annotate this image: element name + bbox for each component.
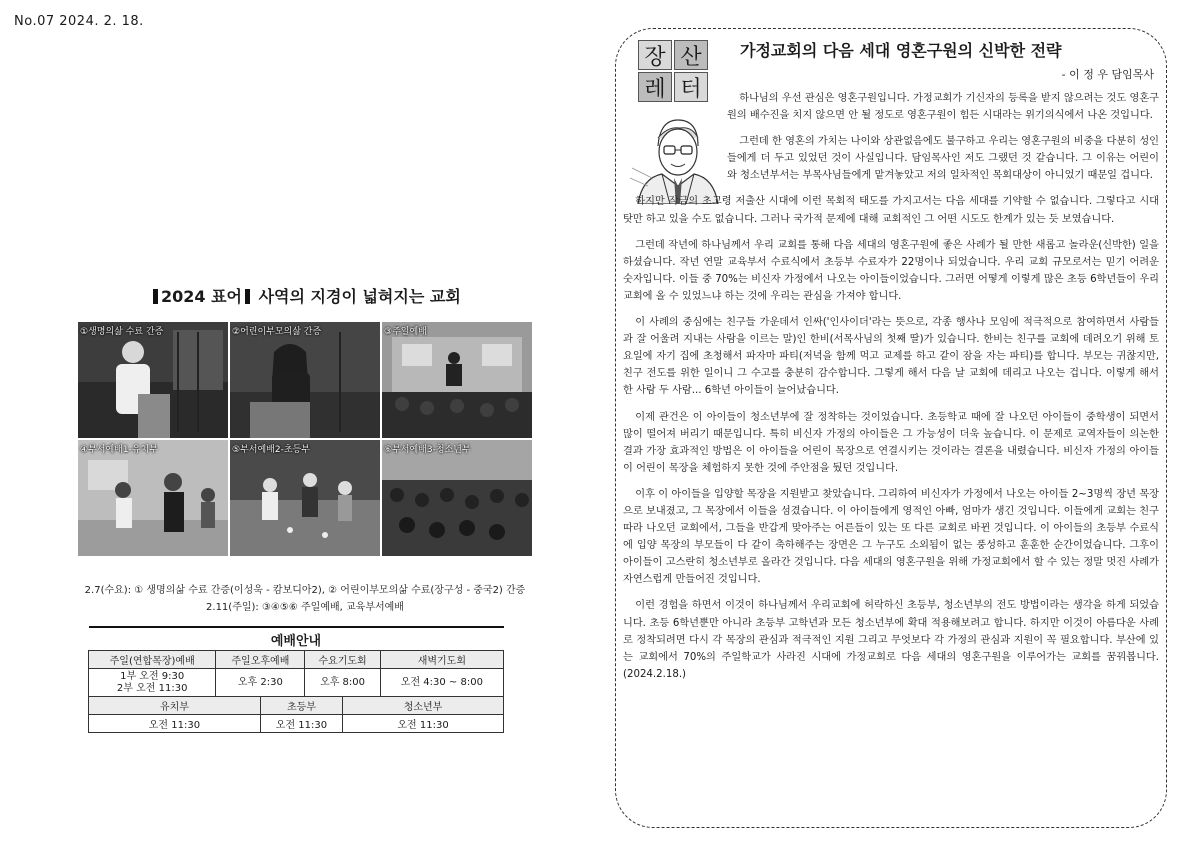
badge-char: 터 bbox=[674, 72, 708, 102]
photo-caption: ④부서예배1-유치부 bbox=[80, 445, 158, 455]
letter-body bbox=[623, 88, 1159, 692]
dept-time: 오전 11:30 bbox=[260, 715, 342, 733]
photo-note bbox=[78, 582, 532, 616]
worship-header: 수요기도회 bbox=[305, 651, 380, 669]
photo-image bbox=[382, 440, 532, 556]
photo-note-line-1: 2.7(수요): ① 생명의삶 수료 간증(이성욱 - 캄보디아2), ② 어린이부모의삶 수료(장구성 - 중국2) 간증 bbox=[84, 585, 526, 596]
dept-time: 오전 11:30 bbox=[89, 715, 261, 733]
letter-paragraph: 이 사례의 중심에는 친구들 가운데서 인싸('인사이더'라는 뜻으로, 각종 행사나 모임에 적극적으로 참여하면서 사람들과 잘 어울려 지내는 사람을 이르는 말)인 한비(서목사님의 첫째 딸)가 있습니다. 한비는 친구를 교회에 데려오기 위해 토요일에 자기 집에 초청해서 파자마 파티(저녁을 함께 먹고 교제를 하고 같이 잠을 자는 파티)를 합니다. 부모는 귀찮지만, 친구 전도를 위한 일이니 그 수고를 충분히 감수합니다. 그렇게 해서 다음 날 교회에 데리고 나오는 겁니다. 이렇게 해서 한 사람 두 사람... 6학년 아이들이 늘어났습니다. bbox=[623, 317, 1159, 397]
worship-schedule-table bbox=[88, 626, 504, 733]
photo-caption: ⑥부서예배3-청소년부 bbox=[384, 445, 471, 455]
badge-char: 장 bbox=[638, 40, 672, 70]
motto-bar-marker bbox=[153, 289, 158, 304]
photo-4 bbox=[78, 440, 228, 556]
motto-text: 사역의 지경이 넓혀지는 교회 bbox=[258, 287, 461, 306]
photo-6 bbox=[382, 440, 532, 556]
letter-paragraph: 하지만 작금의 초고령 저출산 시대에 이런 목회적 태도를 가지고서는 다음 세대를 기약할 수 없습니다. 그렇다고 시대 탓만 하고 있을 수도 없습니다. 그러나 국가적 문제에 대해 교회적인 그 어떤 시도도 한계가 있는 듯 보였습니다. bbox=[623, 196, 1159, 225]
worship-title: 예배안내 bbox=[89, 627, 504, 651]
dawn-time: 오전 4:30 ~ 8:00 bbox=[380, 669, 503, 697]
letter-title: 가정교회의 다음 세대 영혼구원의 신박한 전략 bbox=[740, 41, 1062, 60]
worship-header: 주일오후예배 bbox=[216, 651, 305, 669]
photo-1 bbox=[78, 322, 228, 438]
photo-image bbox=[78, 440, 228, 556]
photo-2 bbox=[230, 322, 380, 438]
motto-heading bbox=[150, 284, 461, 307]
photo-caption: ①생명의삶 수료 간증 bbox=[80, 327, 164, 337]
worship-header: 새벽기도회 bbox=[380, 651, 503, 669]
dept-header: 유치부 bbox=[89, 697, 261, 715]
badge-char: 산 bbox=[674, 40, 708, 70]
dept-header: 청소년부 bbox=[343, 697, 504, 715]
letter-paragraph: 그런데 한 영혼의 가치는 나이와 상관없음에도 불구하고 우리는 영혼구원의 비중을 다분히 성인들에게 더 두고 있었던 것이 사실입니다. 담임목사인 저도 그랬던 것 같습니다. 그 이유는 어린이와 청소년부서는 부목사님들에게 맡겨놓았고 저의 일차적인 목회대상이 아니었기 때문일 겁니다. bbox=[727, 136, 1159, 182]
letter-paragraph: 이런 경험을 하면서 이것이 하나님께서 우리교회에 허락하신 초등부, 청소년부의 전도 방법이라는 생각을 하게 되었습니다. 초등 6학년뿐만 아니라 초등부 고학년과 모든 청소년부에 확대 적용해보려고 합니다. 하지만 이것이 아름다운 사례로 정착되려면 다시 각 목장의 관심과 적극적인 지원 그리고 무엇보다 각 가정의 관심과 지원이 꼭 필요합니다. 부산에 있는 교회에서 70%의 주일학교가 사라진 시대에 가정교회로 다음 세대의 영혼구원을 이루어가는 교회를 꿈꿔봅니다.(2024.2.18.) bbox=[623, 600, 1159, 680]
photo-caption: ③주일예배 bbox=[384, 327, 427, 337]
wednesday-time: 오후 8:00 bbox=[305, 669, 380, 697]
photo-caption: ②어린이부모의삶 간증 bbox=[232, 327, 322, 337]
letter-author: - 이 정 우 담임목사 bbox=[1061, 68, 1154, 81]
letter-paragraph: 그런데 작년에 하나님께서 우리 교회를 통해 다음 세대의 영혼구원에 좋은 사례가 될 만한 새롭고 놀라운(신박한) 일을 하셨습니다. 작년 연말 교육부서 수료식에서 초등부 수료자가 22명이나 되었습니다. 우리 교회 규모로서는 믿기 어려운 숫자입니다. 이들 중 70%는 비신자 가정에서 나오는 아이들이었습니다. 그러면 어떻게 이렇게 많은 초등 6학년들이 우리 교회에 올 수 있었느냐 하는 것에 우리는 관심을 가져야 합니다. bbox=[623, 239, 1159, 302]
motto-bar-marker bbox=[245, 289, 250, 304]
photo-caption: ⑤부서예배2-초등부 bbox=[232, 445, 310, 455]
photo-3 bbox=[382, 322, 532, 438]
photo-image bbox=[78, 322, 228, 438]
photo-note-line-2: 2.11(주일): ③④⑤⑥ 주일예배, 교육부서예배 bbox=[206, 602, 404, 613]
dept-time: 오전 11:30 bbox=[343, 715, 504, 733]
afternoon-time: 오후 2:30 bbox=[216, 669, 305, 697]
sunday-times bbox=[89, 669, 216, 697]
sunday-first-service: 1부 오전 9:30 bbox=[120, 670, 185, 682]
dept-header: 초등부 bbox=[260, 697, 342, 715]
photo-image bbox=[382, 322, 532, 438]
letter-paragraph: 이제 관건은 이 아이들이 청소년부에 잘 정착하는 것이었습니다. 초등학교 때에 잘 나오던 아이들이 중학생이 되면서 많이 떨어져 버리기 때문입니다. 특히 비신자 가정의 아이들은 그 가능성이 더욱 높습니다. 이 문제로 교역자들이 의논한 결과 가장 효과적인 방법은 이 아이들을 어린이 목장으로 연결시키는 것이라는 결론을 내렸습니다. 비신자 가정의 아이들이 어린이 목장을 체험하지 못한 것에 주안점을 뒀던 것입니다. bbox=[623, 411, 1159, 474]
letter-paragraph: 이후 이 아이들을 입양할 목장을 지원받고 찾았습니다. 그리하여 비신자가 가정에서 나오는 아이들 2~3명씩 장년 목장으로 보내졌고, 그 목장에서 이들을 섬겼습니다. 이 아이들에게 영적인 아빠, 엄마가 생긴 것입니다. 이들에게 교회는 친구 따라 나오던 교회에서, 그들을 반갑게 맞아주는 어른들이 있는 또 다른 교회로 바뀐 것입니다. 이 아이들의 초등부 수료식에 입양 목장의 부모들이 다 같이 축하해주는 장면은 그 누구도 소외됨이 없는 풍성하고 훈훈한 순간이었습니다. 그후이 아이들이 고스란히 청소년부로 올라간 것입니다. 다음 세대의 영혼구원을 위해 가정교회에서 할 수 있는 정말 멋진 사례가 자연스럽게 만들어진 것입니다. bbox=[623, 488, 1159, 586]
sunday-second-service: 2부 오전 11:30 bbox=[116, 682, 188, 694]
photo-grid bbox=[78, 322, 532, 557]
worship-header: 주일(연합목장)예배 bbox=[89, 651, 216, 669]
photo-image bbox=[230, 440, 380, 556]
photo-5 bbox=[230, 440, 380, 556]
photo-image bbox=[230, 322, 380, 438]
badge-char: 레 bbox=[638, 72, 672, 102]
letter-paragraph: 하나님의 우선 관심은 영혼구원입니다. 가정교회가 기신자의 등록을 받지 않으려는 것도 영혼구원의 배수진을 치지 않으면 안 될 정도로 영혼구원이 힘든 시대라는 위기의식에서 나온 것입니다. bbox=[727, 93, 1159, 122]
issue-date: No.07 2024. 2. 18. bbox=[14, 14, 144, 29]
motto-label: 2024 표어 bbox=[161, 287, 243, 306]
